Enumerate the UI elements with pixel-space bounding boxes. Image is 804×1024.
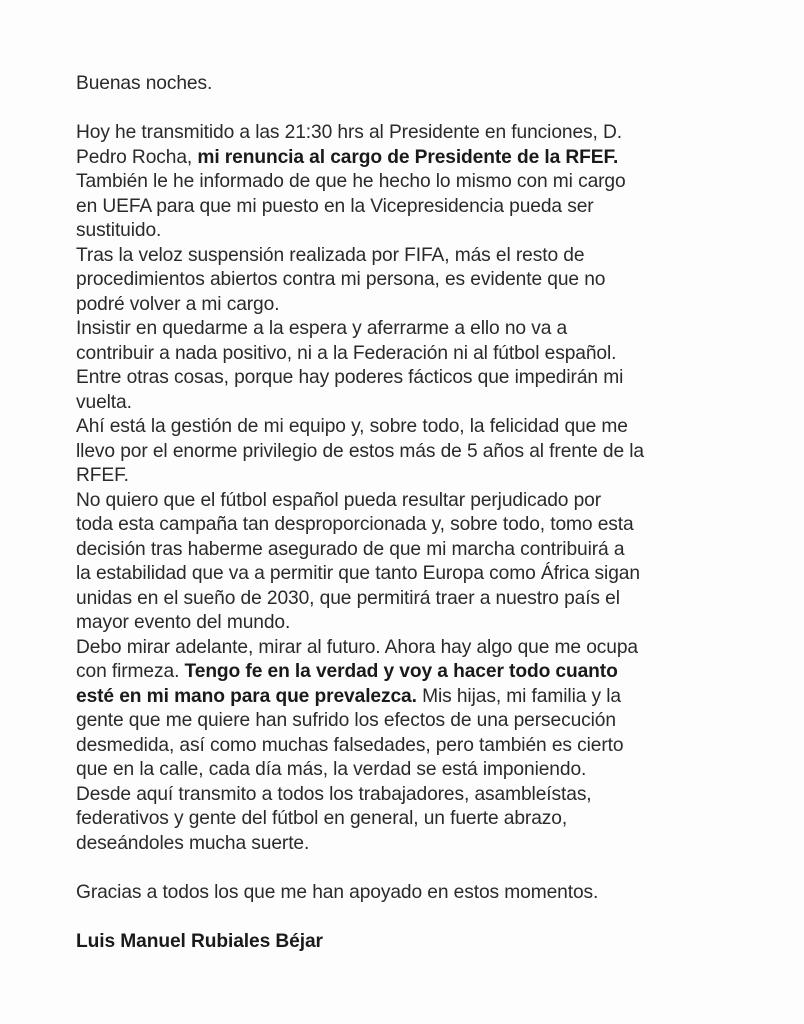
paragraph-gap xyxy=(76,97,756,122)
paragraph-gap xyxy=(76,856,756,881)
letter-line: podré volver a mi cargo. xyxy=(76,293,280,315)
letter-line: unidas en el sueño de 2030, que permitirá traer a nuestro país el xyxy=(76,587,620,609)
letter-line: deseándoles mucha suerte. xyxy=(76,832,310,854)
letter-line: Ahí está la gestión de mi equipo y, sobre todo, la felicidad que me xyxy=(76,416,628,437)
letter-line: contribuir a nada positivo, ni a la Federación ni al fútbol español. xyxy=(76,342,617,364)
letter-line: vuelta. xyxy=(76,391,132,413)
letter-line: sustituido. xyxy=(76,220,162,241)
letter-line: procedimientos abiertos contra mi persona, es evidente que no xyxy=(76,269,606,290)
letter-line: Hoy he transmitido a las 21:30 hrs al Presidente en funciones, D. xyxy=(76,122,622,143)
letter-line xyxy=(76,685,756,710)
letter-line: que en la calle, cada día más, la verdad se está imponiendo. xyxy=(76,759,587,780)
bold-statement: Tengo fe en la verdad y voy a hacer todo cuanto xyxy=(184,661,618,682)
line-text: Pedro Rocha, xyxy=(76,146,198,168)
letter-line: federativos y gente del fútbol en general, un fuerte abrazo, xyxy=(76,808,568,829)
letter-line: También le he informado de que he hecho lo mismo con mi cargo xyxy=(76,171,626,192)
bold-statement: esté en mi mano para que prevalezca. xyxy=(76,685,417,707)
greeting: Buenas noches. xyxy=(76,73,213,94)
letter-line: Insistir en quedarme a la espera y aferrarme a ello no va a xyxy=(76,318,568,339)
letter-line: toda esta campaña tan desproporcionada y, sobre todo, tomo esta xyxy=(76,514,634,535)
signature: Luis Manuel Rubiales Béjar xyxy=(76,930,323,952)
paragraph-gap xyxy=(76,905,756,930)
resignation-letter xyxy=(76,72,756,954)
letter-line: RFEF. xyxy=(76,465,129,486)
letter-line: No quiero que el fútbol español pueda resultar perjudicado por xyxy=(76,489,602,511)
bold-resignation-statement: mi renuncia al cargo de Presidente de la RFEF. xyxy=(197,146,619,168)
letter-line: Desde aquí transmito a todos los trabajadores, asambleístas, xyxy=(76,783,592,805)
letter-line: Debo mirar adelante, mirar al futuro. Ahora hay algo que me ocupa xyxy=(76,636,638,658)
letter-line: llevo por el enorme privilegio de estos más de 5 años al frente de la xyxy=(76,440,644,462)
letter-line: desmedida, así como muchas falsedades, pero también es cierto xyxy=(76,734,624,756)
letter-line: mayor evento del mundo. xyxy=(76,612,291,633)
letter-line: la estabilidad que va a permitir que tanto Europa como África sigan xyxy=(76,563,640,584)
letter-line xyxy=(76,660,756,685)
closing-line: Gracias a todos los que me han apoyado en estos momentos. xyxy=(76,881,599,903)
line-text: con firmeza. xyxy=(76,661,185,682)
letter-line: Entre otras cosas, porque hay poderes fácticos que impedirán mi xyxy=(76,367,624,388)
letter-line: decisión tras haberme asegurado de que mi marcha contribuirá a xyxy=(76,538,625,560)
line-text: Mis hijas, mi familia y la xyxy=(416,685,621,707)
letter-line xyxy=(76,146,756,171)
letter-line: Tras la veloz suspensión realizada por FIFA, más el resto de xyxy=(76,244,585,266)
letter-line: en UEFA para que mi puesto en la Vicepresidencia pueda ser xyxy=(76,195,594,217)
letter-line: gente que me quiere han sufrido los efectos de una persecución xyxy=(76,710,616,731)
